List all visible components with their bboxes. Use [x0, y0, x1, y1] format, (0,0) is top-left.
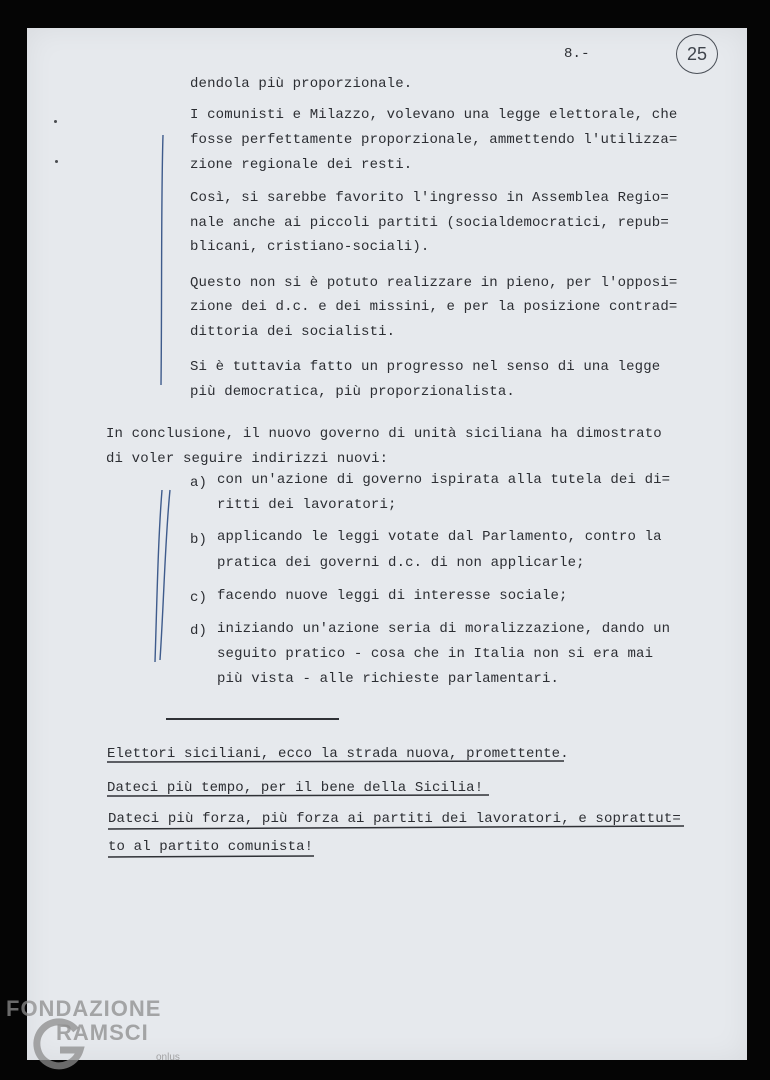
list-marker: b) — [190, 532, 208, 548]
body-line: nale anche ai piccoli partiti (socialdemocratici, repub= — [190, 215, 669, 231]
watermark-bottom-text: RAMSCI — [56, 1020, 149, 1045]
punch-dot — [54, 120, 57, 123]
body-line: dittoria dei socialisti. — [190, 324, 396, 340]
list-item-line: più vista - alle richieste parlamentari. — [217, 671, 560, 687]
body-line: fosse perfettamente proporzionale, ammettendo l'utilizza= — [190, 132, 678, 148]
archive-stamp: 25 — [676, 34, 718, 74]
body-line: più democratica, più proporzionalista. — [190, 384, 515, 400]
closing-line: Dateci più tempo, per il bene della Sicilia! — [107, 780, 484, 796]
list-item-line: pratica dei governi d.c. di non applicarle; — [217, 555, 585, 571]
body-line: dendola più proporzionale. — [190, 76, 413, 92]
body-line: zione dei d.c. e dei missini, e per la posizione contrad= — [190, 299, 678, 315]
list-item-line: con un'azione di governo ispirata alla tutela dei di= — [217, 472, 671, 488]
list-item-line: seguito pratico - cosa che in Italia non si era mai — [217, 646, 654, 662]
list-marker: d) — [190, 623, 208, 639]
punch-dot — [55, 160, 58, 163]
body-line: Si è tuttavia fatto un progresso nel senso di una legge — [190, 359, 661, 375]
body-line: Così, si sarebbe favorito l'ingresso in Assemblea Regio= — [190, 190, 669, 206]
body-line: I comunisti e Milazzo, volevano una legge elettorale, che — [190, 107, 678, 123]
list-marker: c) — [190, 590, 208, 606]
closing-line: Elettori siciliani, ecco la strada nuova, promettente. — [107, 746, 569, 762]
fondazione-gramsci-watermark — [6, 996, 196, 1076]
watermark-top-text: FONDAZIONE — [6, 996, 162, 1021]
section-divider — [166, 718, 339, 720]
closing-line: Dateci più forza, più forza ai partiti dei lavoratori, e soprattut= — [108, 811, 681, 827]
closing-line: to al partito comunista! — [108, 839, 314, 855]
list-item-line: facendo nuove leggi di interesse sociale; — [217, 588, 568, 604]
body-line: zione regionale dei resti. — [190, 157, 413, 173]
page-number: 8.- — [564, 46, 590, 62]
watermark-small-text: onlus — [156, 1052, 180, 1063]
body-line: Questo non si è potuto realizzare in pieno, per l'opposi= — [190, 275, 678, 291]
body-line: In conclusione, il nuovo governo di unità siciliana ha dimostrato — [106, 426, 662, 442]
list-item-line: applicando le leggi votate dal Parlamento, contro la — [217, 529, 662, 545]
list-item-line: ritti dei lavoratori; — [217, 497, 397, 513]
list-item-line: iniziando un'azione seria di moralizzazione, dando un — [217, 621, 671, 637]
list-marker: a) — [190, 475, 208, 491]
body-line: blicani, cristiano-sociali). — [190, 239, 430, 255]
body-line: di voler seguire indirizzi nuovi: — [106, 451, 389, 467]
